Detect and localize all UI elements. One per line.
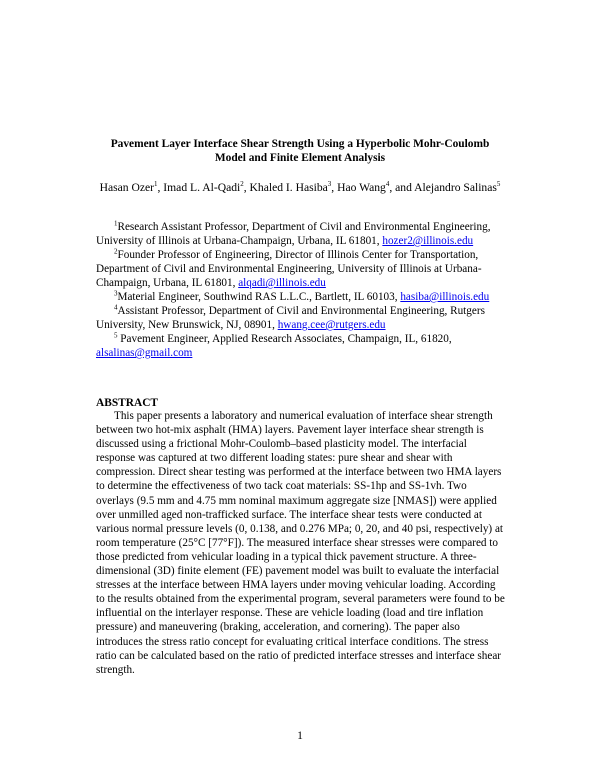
affiliation-item <box>96 304 506 332</box>
author-sup: 5 <box>496 180 501 189</box>
affiliation-item <box>96 220 506 248</box>
affiliation-sup: 3 <box>114 289 118 298</box>
author-sup: 1 <box>154 180 158 189</box>
affiliation-item <box>96 290 506 304</box>
author-name: Hasan Ozer <box>99 181 154 194</box>
author-sup: 3 <box>327 180 332 189</box>
author-sup: 2 <box>240 180 244 189</box>
author-separator: , <box>243 181 250 194</box>
author-list <box>95 181 505 195</box>
author-name: Imad L. Al-Qadi <box>163 181 241 194</box>
author-sup: 4 <box>385 180 390 189</box>
email-link[interactable]: hozer2@illinois.edu <box>382 235 474 247</box>
title-line-2: Model and Finite Element Analysis <box>214 152 386 164</box>
affiliation-sup: 1 <box>114 219 118 228</box>
email-link[interactable]: hasiba@illinois.edu <box>400 291 490 303</box>
author-name: Alejandro Salinas <box>414 181 497 194</box>
author-name: Khaled I. Hasiba <box>249 181 328 194</box>
page-number: 1 <box>297 729 303 742</box>
affiliation-text: Founder Professor of Engineering, Director of Illinois Center for Transportation, Department of Civil and Environmental Engineering, University of Illinois at Urbana-Champaign, Urbana, IL 61801, <box>96 249 482 289</box>
abstract-body: This paper presents a laboratory and numerical evaluation of interface shear strength between two hot-mix asphalt (HMA) layers. Pavement layer interface shear strength is discussed using a frictional Mohr-Coulomb–based plasticity model. The interfacial response was captured at two different loading states: pure shear and shear with compression. Direct shear testing was performed at the interface between two HMA layers to determine the effectiveness of two tack coat materials: SS-1hp and SS-1vh. Two overlays (9.5 mm and 4.75 mm nominal maximum aggregate size [NMAS]) were applied over unmilled aged non-trafficked surface. The interface shear tests were conducted at various normal pressure levels (0, 0.138, and 0.276 MPa; 0, 20, and 40 psi, respectively) at room temperature (25°C [77°F]). The measured interface shear stresses were compared to those predicted from vehicular loading in a typical thick pavement structure. A three-dimensional (3D) finite element (FE) pavement model was built to evaluate the interfacial stresses at the interface between HMA layers under moving vehicular loading. According to the results obtained from the experimental program, several parameters were found to be influential on the interlayer response. These are vehicle loading (load and tire inflation pressure) and maneuvering (braking, acceleration, and cornering). The paper also introduces the stress ratio concept for evaluating critical interface conditions. The stress ratio can be calculated based on the ratio of predicted interface stresses and interface shear strength. <box>96 410 505 676</box>
abstract-heading: ABSTRACT <box>96 397 159 409</box>
affiliation-item <box>96 248 506 290</box>
author-separator: , <box>157 181 164 194</box>
author-separator: , <box>331 181 338 194</box>
affiliation-sup: 4 <box>114 303 118 312</box>
email-link[interactable]: hwang.cee@rutgers.edu <box>277 319 386 331</box>
affiliation-list <box>96 220 506 360</box>
affiliation-text: Research Assistant Professor, Department of Civil and Environmental Engineering, University of Illinois at Urbana-Champaign, Urbana, IL 61801, <box>96 221 491 247</box>
affiliation-sup: 2 <box>114 247 118 256</box>
email-link[interactable]: alsalinas@gmail.com <box>96 347 193 359</box>
affiliation-sup: 5 <box>114 331 118 340</box>
affiliation-text: Pavement Engineer, Applied Research Associates, Champaign, IL, 61820, <box>117 333 452 345</box>
affiliation-text: Material Engineer, Southwind RAS L.L.C., Bartlett, IL 60103, <box>117 291 398 303</box>
author-name: Hao Wang <box>337 181 386 194</box>
paper-title <box>90 137 510 165</box>
affiliation-text: Assistant Professor, Department of Civil and Environmental Engineering, Rutgers University, New Brunswick, NJ, 08901, <box>96 305 485 331</box>
email-link[interactable]: alqadi@illinois.edu <box>238 277 326 289</box>
title-line-1: Pavement Layer Interface Shear Strength Using a Hyperbolic Mohr-Coulomb <box>110 138 490 150</box>
author-and: , and <box>389 181 415 194</box>
affiliation-item <box>96 332 506 360</box>
